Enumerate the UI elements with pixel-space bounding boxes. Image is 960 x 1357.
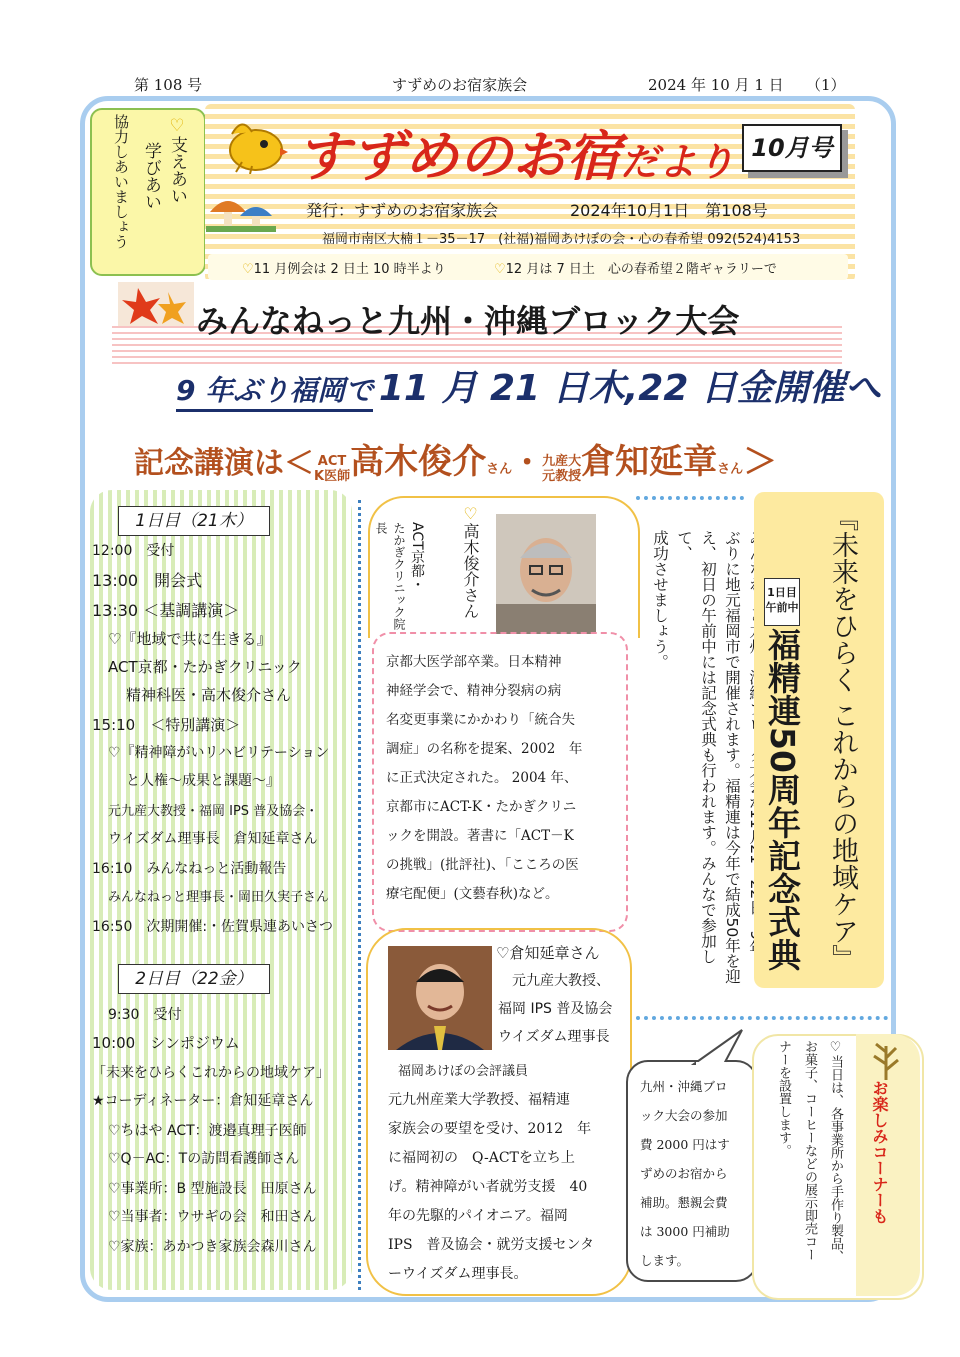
kurachi-bio-line: IPS 普及協会・就労支援センタ	[388, 1237, 594, 1253]
fee-line: します。	[640, 1253, 690, 1268]
takagi-photo	[496, 514, 596, 634]
takagi-bio-line: 神経学会で、精神分裂病の病	[386, 683, 562, 699]
kurachi-affil4: 福岡あけぼの会評議員	[398, 1064, 529, 1079]
day2-item: ♡Q－AC：Tの訪問看護師さん	[108, 1151, 300, 1167]
page-number: （1）	[806, 76, 846, 94]
header-date: 2024 年 10 月 1 日	[648, 76, 784, 94]
takagi-bio-line: 名変更事業にかかわり「統合失	[386, 712, 575, 728]
takagi-bio-line: 京都市にACT-K・たかぎクリニ	[386, 799, 577, 815]
fee-line: 費 2000 円はす	[640, 1137, 730, 1152]
lecture-san2: さん	[717, 462, 744, 477]
fun-corner-body	[770, 1040, 848, 1290]
day1-item: 13:00 開会式	[92, 571, 203, 590]
intro-line: 成功させましょう。	[651, 530, 669, 670]
fun-line: お菓子、コーヒーなどの展示即売コー	[802, 1040, 817, 1261]
lecture-prefix: 記念講演は＜	[134, 446, 314, 481]
kurachi-affil2: 福岡 IPS 普及協会	[498, 1001, 613, 1017]
intro-line: え、初日の午前中には記念式典も行われます。みんなで参加して、	[675, 530, 717, 964]
fee-line: 補助。懇親会費	[640, 1195, 728, 1210]
kurachi-affil1: 元九産大教授、	[512, 973, 610, 989]
headline-sub-a: 9 年ぶり福岡で	[176, 374, 373, 412]
future-tag	[764, 578, 800, 626]
kurachi-photo	[388, 946, 492, 1050]
heart-icon: ♡	[242, 262, 254, 277]
day1-item: と人権～成果と課題～』	[126, 773, 280, 789]
publish-date: 2024年10月1日 第108号	[570, 201, 768, 220]
lecture-suffix: ＞	[743, 442, 778, 482]
intro-text	[648, 530, 768, 994]
intro-line: ぶりに地元福岡市で開催されます。福精連は今年で結成50年を迎	[723, 530, 741, 984]
takagi-bio-line: の挑戦」(批評社)、「こころの医	[386, 857, 579, 873]
autumn-leaves-icon	[118, 282, 194, 332]
kurachi-bio-line: 年の先駆的パイオニア。福岡	[388, 1208, 568, 1224]
lecture-role1-bottom: K医師	[314, 468, 351, 484]
kurachi-bio-line: に福岡初の Q-ACTを立ち上	[388, 1150, 575, 1166]
day1-item: 精神科医・高木俊介さん	[126, 686, 292, 704]
lecture-line	[134, 434, 777, 484]
newsletter-title: すずめのお宿	[296, 125, 621, 188]
notice-bar	[208, 254, 848, 280]
notice-november: 11 月例会は 2 日土 10 時半より	[253, 262, 446, 277]
day1-item: 16:50 次期開催:・佐賀県連あいさつ	[92, 919, 334, 935]
day1-item: ACT京都・たかぎクリニック	[108, 658, 302, 676]
headline-sub-b: 11 月 21 日木,22 日金開催へ	[378, 368, 881, 409]
lecture-name2: 倉知延章	[581, 442, 718, 482]
fee-line: ずめのお宿から	[640, 1166, 728, 1181]
fun-corner-title: お楽しみコーナーも	[870, 1080, 889, 1224]
lecture-role1-top: ACT	[317, 453, 347, 469]
day2-item: 10:00 シンポジウム	[92, 1034, 240, 1052]
takagi-bio-line: 京都大医学部卒業。日本精神	[386, 654, 562, 670]
heart-icon: ♡	[494, 262, 506, 277]
day1-item: 15:10 ＜特別講演＞	[92, 716, 241, 734]
kurachi-bio-line: ーウイズダム理事長。	[388, 1266, 528, 1282]
slogan-box	[90, 108, 206, 276]
day2-item: 9:30 受付	[108, 1007, 182, 1023]
kurachi-bio-line: げ。精神障がい者就労支援 40	[388, 1179, 588, 1195]
heart-icon: ♡	[167, 116, 187, 136]
future-tag-bottom: 午前中	[765, 601, 799, 614]
slogan-line1: 支えあい	[167, 136, 187, 204]
fun-line: ナーを設置します。	[776, 1040, 791, 1157]
fun-line: ♡当日は、各事業所から手作り製品、	[828, 1040, 843, 1263]
day1-item: 12:00 受付	[92, 543, 175, 559]
day1-item: ウイズダム理事長 倉知延章さん	[108, 831, 318, 847]
grass-icon	[866, 1040, 906, 1080]
day2-item: ♡当事者：ウサギの会 和田さん	[108, 1209, 317, 1225]
fee-text	[640, 1072, 750, 1275]
bubble-tail	[690, 1028, 746, 1068]
lecture-dot: ・	[512, 446, 543, 481]
takagi-bio-line: 療宅配便」(文藝春秋)など。	[386, 886, 559, 902]
slogan-line3: 協力しあいましょう	[112, 114, 130, 249]
column-divider	[358, 500, 361, 1290]
day2-item: ♡ちはや ACT：渡邉真理子医師	[108, 1123, 307, 1139]
takagi-bio-line: ックを開設。著書に「ACT－K	[386, 828, 574, 844]
kurachi-bio	[388, 1086, 620, 1289]
takagi-name-text: 高木俊介さん	[461, 523, 480, 619]
mushroom-icon	[206, 190, 276, 232]
publisher: 発行：すずめのお宿家族会	[306, 201, 499, 220]
day2-schedule	[92, 1000, 352, 1290]
masthead-title	[296, 114, 735, 191]
day1-item: ♡『精神障がいリハビリテーション	[108, 745, 330, 761]
heart-icon: ♡	[461, 504, 480, 523]
month-badge: 10月号	[742, 124, 842, 172]
dotted-rule	[636, 496, 744, 500]
kurachi-bio-line: 家族会の要望を受け、2012 年	[388, 1121, 592, 1137]
page-header	[0, 72, 960, 98]
fee-line: ック大会の参加	[640, 1108, 728, 1123]
day1-item: 元九産大教授・福岡 IPS 普及協会・	[108, 804, 319, 819]
takagi-bio-line: 調症」の名称を提案、2002 年	[386, 741, 583, 757]
newsletter-title-suffix: だより	[620, 140, 735, 184]
day2-item: ♡事業所：B 型施設長 田原さん	[108, 1181, 317, 1197]
day2-item: 「未来をひらくこれからの地域ケア」	[92, 1065, 330, 1081]
kurachi-bio-line: 元九州産業大学教授、福精連	[388, 1092, 570, 1108]
lecture-name1: 高木俊介	[350, 442, 487, 482]
kurachi-affil3: ウイズダム理事長	[498, 1029, 610, 1045]
takagi-name	[460, 504, 480, 624]
takagi-affil2: たかぎクリニック院長	[374, 522, 406, 630]
header-org: すずめのお宿家族会	[392, 76, 528, 94]
issue-number: 第 108 号	[134, 76, 203, 94]
kurachi-name: ♡倉知延章さん	[496, 944, 600, 962]
day1-item: 16:10 みんなねっと活動報告	[92, 861, 287, 877]
address: 福岡市南区大楠１－35－17 (社福)福岡あけぼの会・心の春希望 092(524)4153	[322, 232, 801, 247]
headline-sub	[176, 360, 881, 411]
day1-item: みんなねっと理事長・岡田久実子さん	[108, 890, 330, 905]
takagi-bio	[386, 648, 622, 909]
future-title: 『未来をひらく これからの地域ケア』	[827, 504, 858, 972]
lecture-san1: さん	[486, 462, 513, 477]
fee-line: は 3000 円補助	[640, 1224, 730, 1239]
takagi-affil1: ACT京都・	[409, 522, 425, 592]
day2-label: 2日目（22金）	[118, 964, 270, 994]
day1-label: 1日目（21木）	[118, 506, 270, 536]
day2-item: ♡家族：あかつき家族会森川さん	[108, 1239, 317, 1255]
lecture-role2-bottom: 元教授	[542, 468, 582, 484]
headline-main: みんなねっと九州・沖縄ブロック大会	[196, 302, 740, 340]
lecture-role2-top: 九産大	[542, 453, 582, 469]
day1-item: 13:30 ＜基調講演＞	[92, 601, 240, 620]
day1-item: ♡『地域で共に生きる』	[108, 630, 272, 648]
fee-line: 九州・沖縄ブロ	[640, 1079, 728, 1094]
day2-item: ★コーディネーター：倉知延章さん	[92, 1093, 314, 1109]
sparrow-icon	[222, 114, 288, 174]
slogan-line2: 学びあい	[141, 142, 161, 210]
day1-schedule	[92, 536, 352, 936]
future-tag-top: 1日目	[767, 586, 797, 599]
ceremony-title: 福精連50周年記念式典	[763, 628, 802, 971]
notice-december: 12 月は 7 日土 心の春希望２階ギャラリーで	[505, 262, 777, 277]
takagi-bio-line: に正式決定された。 2004 年、	[386, 770, 578, 786]
dotted-rule	[636, 1016, 888, 1020]
